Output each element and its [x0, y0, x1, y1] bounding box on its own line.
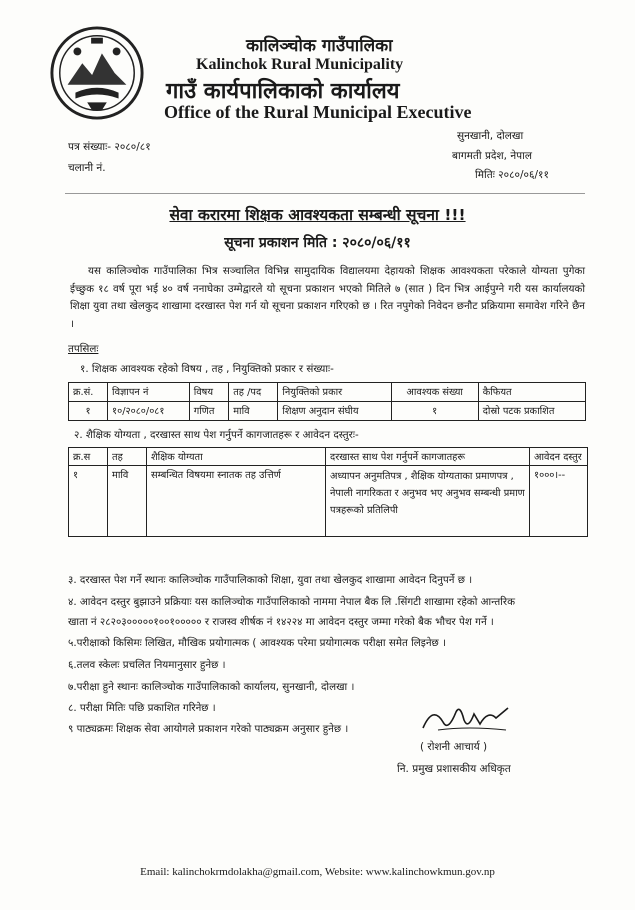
- list-item: ७.परीक्षा हुने स्थानः कालिञ्चोक गाउँपालिकाको कार्यालय, सुनखानी, दोलखा ।: [68, 681, 355, 693]
- table-row: [69, 466, 588, 537]
- publication-date: सूचना प्रकाशन मिति : २०८०/०६/११: [224, 235, 411, 251]
- table-header-cell: आवेदन दस्तुर: [530, 448, 588, 466]
- list-item: ३. दरखास्त पेश गर्ने स्थानः कालिञ्चोक गाउँपालिकाको शिक्षा, युवा तथा खेलकुद शाखामा आवेदन दिनुपर्ने छ ।: [68, 574, 473, 586]
- table-header-cell: शैक्षिक योग्यता: [147, 448, 326, 466]
- address-line-1: सुनखानी, दोलखा: [457, 130, 524, 142]
- table-header-row: [69, 448, 588, 466]
- table-cell: मावि: [229, 402, 278, 421]
- table-cell: १: [391, 402, 478, 421]
- table-header-cell: आवश्यक संख्या: [391, 383, 478, 402]
- letter-number: पत्र संख्याः- २०८०/८१: [68, 141, 151, 153]
- vacancy-table: [68, 382, 586, 421]
- handwritten-signature: [418, 700, 518, 738]
- signatory-title: नि. प्रमुख प्रशासकीय अधिकृत: [397, 763, 511, 775]
- table-cell: मावि: [108, 466, 147, 537]
- table-header-cell: तह: [108, 448, 147, 466]
- list-item: ८. परीक्षा मितिः पछि प्रकाशित गरिनेछ ।: [68, 702, 216, 714]
- table-cell: गणित: [189, 402, 229, 421]
- footer-contact: Email: kalinchokrmdolakha@gmail.com, Website: www.kalinchowkmun.gov.np: [140, 866, 495, 878]
- notice-title: सेवा करारमा शिक्षक आवश्यकता सम्बन्धी सूचना !!!: [169, 206, 466, 224]
- table-cell: शिक्षण अनुदान संघीय: [278, 402, 391, 421]
- nepal-emblem-logo: [48, 24, 146, 122]
- letter-date: मितिः २०८०/०६/११: [475, 169, 549, 181]
- office-name-np: गाउँ कार्यपालिकाको कार्यालय: [166, 79, 400, 104]
- section1-title: १. शिक्षक आवश्यक रहेको विषय , तह , नियुक्तिको प्रकार र संख्याः-: [80, 363, 334, 375]
- table-cell: १०००।--: [530, 466, 588, 537]
- table-header-cell: विज्ञापन नं: [108, 383, 190, 402]
- office-name-en: Office of the Rural Municipal Executive: [164, 102, 472, 122]
- table-header-cell: कैफियत: [478, 383, 585, 402]
- signatory-name: ( रोशनी आचार्य ): [420, 741, 488, 753]
- details-label: तपसिलः: [68, 343, 99, 355]
- table-cell: १: [69, 402, 108, 421]
- notice-body: यस कालिञ्चोक गाउँपालिका भित्र सञ्चालित विभिन्न सामुदायिक विद्यालयमा देहायको शिक्षक आवश्यकता परेकाले योग्यता पुगेका ईच्छुक १८ वर्ष पूरा भई ४० वर्ष ननाघेका उम्मेद्वारले यो सूचना प्रकाशन भएको मितिले ७ (सात ) दिन भित्र आईपुग्ने गरी यस कार्यालयको शिक्षा युवा तथा खेलकुद शाखामा दरखास्त पेश गर्न यो सूचना प्रकाशन गरिएको छ । रित नपुगेको निवेदन छनौट प्रक्रियामा समावेश गरिने छैन ।: [70, 265, 585, 330]
- table-cell: अध्यापन अनुमतिपत्र , शैक्षिक योग्यताका प्रमाणपत्र , नेपाली नागरिकता र अनुभव भए अनुभव सम्बन्धी प्रमाण पत्रहरूको प्रतिलिपी: [326, 466, 530, 537]
- table-cell: सम्बन्धित विषयमा स्नातक तह उत्तिर्ण: [147, 466, 326, 537]
- list-item: ५.परीक्षाको किसिमः लिखित, मौखिक प्रयोगात्मक ( आवश्यक परेमा प्रयोगात्मक परीक्षा समेत लिइनेछ ।: [68, 637, 446, 649]
- list-item: ४. आवेदन दस्तुर बुझाउने प्रक्रियाः यस कालिञ्चोक गाउँपालिकाको नाममा नेपाल बैक लि .सिंगटी शाखामा रहेको आन्तरिक: [68, 596, 516, 608]
- address-line-2: बागमती प्रदेश, नेपाल: [452, 150, 532, 162]
- list-item: खाता नं २८२०३०००००१००१००००० र राजस्व शीर्षक नं १४२२४ मा आवेदन दस्तुर जम्मा गरेको बैक भौचर पेश गर्ने ।: [68, 616, 494, 628]
- table-header-row: [69, 383, 586, 402]
- table-header-cell: दरखास्त साथ पेश गर्नुपर्ने कागजातहरू: [326, 448, 530, 466]
- table-cell: १०/२०८०/०८१: [108, 402, 190, 421]
- table-header-cell: क्र.स: [69, 448, 108, 466]
- dispatch-number: चलानी नं.: [68, 162, 106, 174]
- table-row: [69, 402, 586, 421]
- table-cell: दोस्रो पटक प्रकाशित: [478, 402, 585, 421]
- qualification-table: [68, 447, 588, 537]
- table-cell: १: [69, 466, 108, 537]
- section2-title: २. शैक्षिक योग्यता , दरखास्त साथ पेश गर्नुपर्ने कागजातहरू र आवेदन दस्तुरः-: [74, 429, 359, 441]
- table-header-cell: विषय: [189, 383, 229, 402]
- table-header-cell: नियुक्तिको प्रकार: [278, 383, 391, 402]
- table-header-cell: क्र.सं.: [69, 383, 108, 402]
- list-item: ६.तलव स्केलः प्रचलित नियमानुसार हुनेछ ।: [68, 659, 226, 671]
- list-item: ९ पाठ्यक्रमः शिक्षक सेवा आयोगले प्रकाशन गरेको पाठ्यक्रम अनुसार हुनेछ ।: [68, 723, 349, 735]
- municipality-name-en: Kalinchok Rural Municipality: [196, 56, 404, 73]
- municipality-name-np: कालिञ्चोक गाउँपालिका: [246, 36, 393, 56]
- table-header-cell: तह /पद: [229, 383, 278, 402]
- header-divider: [65, 193, 585, 194]
